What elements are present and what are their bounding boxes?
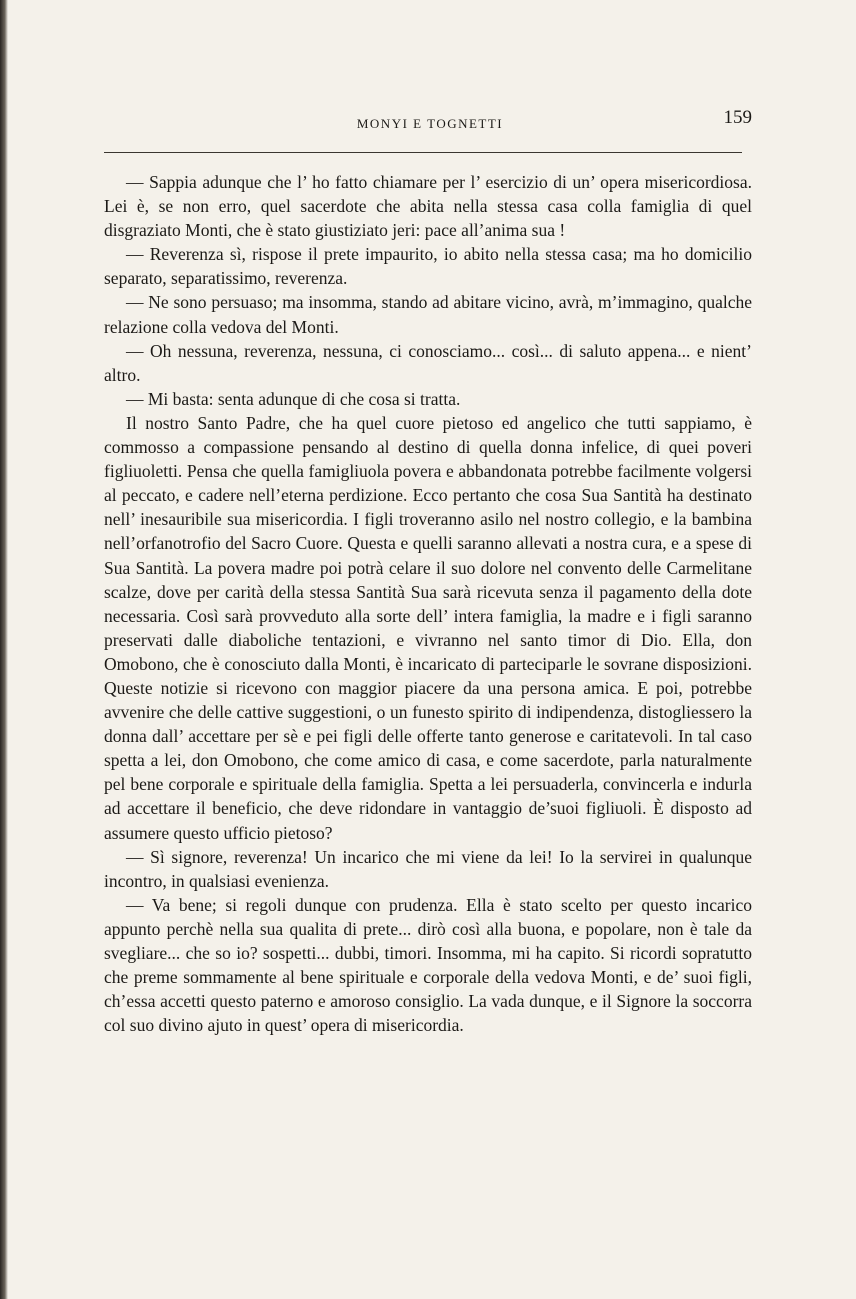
paragraph: — Va bene; si regoli dunque con prudenza. Ella è stato scelto per questo incarico appunto perchè nella sua qualita di prete... dirò così alla buona, e popolare, non è tale da svegliare... che so io? sospetti... dubbi, timori. Insomma, mi ha capito. Si ricordi sopratutto che preme sommamente al bene spirituale e corporale della vedova Monti, e de’ suoi figli, ch’essa accetti questo paterno e amoroso consiglio. La vada dunque, e il Signore la soccorra col suo divino ajuto in quest’ opera di misericordia. <box>104 894 752 1036</box>
running-title: MONYI E TOGNETTI <box>356 116 504 131</box>
paragraph: Il nostro Santo Padre, che ha quel cuore pietoso ed angelico che tutti sappiamo, è commosso a compassione pensando al destino di quella donna infelice, di quei poveri figliuoletti. Pensa che quella famigliuola povera e abbandonata potrebbe facilmente volgersi al peccato, e cadere nell’eterna perdizione. Ecco pertanto che cosa Sua Santità ha destinato nell’ inesauribile sua misericordia. I figli troveranno asilo nel nostro collegio, e la bambina nell’orfanotrofio del Sacro Cuore. Questa e quelli saranno allevati a nostra cura, e a spese di Sua Santità. La povera madre poi potrà celare il suo dolore nel convento delle Carmelitane scalze, dove per carità della stessa Santità Sua sarà ricevuta senza il pagamento della dote necessaria. Così sarà provveduto alla sorte dell’ intera famiglia, la madre e i figli saranno preservati dalle diaboliche tentazioni, e vivranno nel santo timor di Dio. Ella, don Omobono, che è conosciuto dalla Monti, è incaricato di parteciparle le sovrane disposizioni. Queste notizie si ricevono con maggior piacere da una persona amica. E poi, potrebbe avvenire che delle cattive suggestioni, o un funesto spirito di indipendenza, distogliessero la donna dall’ accettare per sè e pei figli delle offerte tanto generose e caritatevoli. In tal caso spetta a lei, don Omobono, che come amico di casa, e come sacerdote, parla naturalmente pel bene corporale e spirituale della famiglia. Spetta a lei persuaderla, convincerla e indurla ad accettare il beneficio, che deve ridondare in vantaggio de’suoi figliuoli. È disposto ad assumere questo ufficio pietoso? <box>104 412 752 843</box>
page-number: 159 <box>723 107 752 128</box>
paragraph: — Reverenza sì, rispose il prete impaurito, io abito nella stessa casa; ma ho domicilio separato, separatissimo, reverenza. <box>104 244 752 289</box>
paragraph: — Sì signore, reverenza! Un incarico che mi viene da lei! Io la servirei in qualunque incontro, in qualsiasi evenienza. <box>104 846 752 891</box>
page-binding-edge <box>0 0 8 1299</box>
paragraph: — Oh nessuna, reverenza, nessuna, ci conosciamo... così... di saluto appena... e nient’ altro. <box>104 340 752 385</box>
header-rule <box>104 152 742 153</box>
running-head <box>104 104 756 140</box>
paragraph: — Ne sono persuaso; ma insomma, stando ad abitare vicino, avrà, m’immagino, qualche relazione colla vedova del Monti. <box>104 292 752 337</box>
paragraph: — Sappia adunque che l’ ho fatto chiamare per l’ esercizio di un’ opera misericordiosa. Lei è, se non erro, quel sacerdote che abita nella stessa casa colla famiglia di quel disgraziato Monti, che è stato giustiziato jeri: pace all’anima sua ! <box>104 172 752 241</box>
body-text <box>104 170 752 1037</box>
paragraph: — Mi basta: senta adunque di che cosa si tratta. <box>126 388 461 409</box>
